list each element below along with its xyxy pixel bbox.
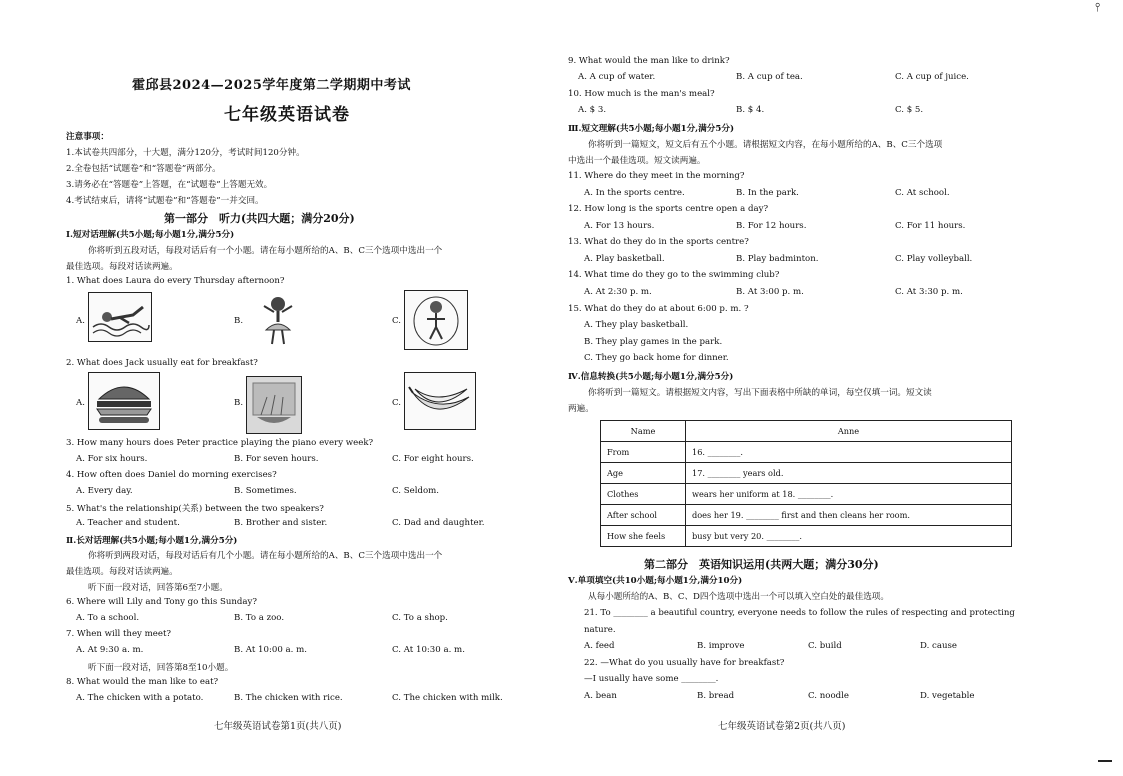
q13-option-c: C. Play volleyball. <box>895 254 973 264</box>
sec2-lead-2: 听下面一段对话，回答第8至10小题。 <box>88 663 234 673</box>
q22-option-b: B. bread <box>697 691 735 701</box>
q4-option-b: B. Sometimes. <box>234 486 297 496</box>
note-4: 4.考试结束后，请将“试题卷”和“答题卷”一并交回。 <box>66 196 264 206</box>
sec1-intro: 你将听到五段对话，每段对话后有一个小题。请在每小题所给的A、B、C三个选项中选出一个 <box>88 246 443 256</box>
noodles-photo-icon <box>246 376 302 434</box>
table-cell-label: After school <box>601 505 686 526</box>
table-row <box>601 505 1012 526</box>
q7-option-c: C. At 10:30 a. m. <box>392 645 465 655</box>
q22-stem: 22. —What do you usually have for breakfast? <box>584 658 785 668</box>
q2-option-b: B. <box>234 398 244 408</box>
sec2-intro2: 最佳选项。每段对话读两遍。 <box>66 567 178 577</box>
q14-option-b: B. At 3:00 p. m. <box>736 287 804 297</box>
q3-stem: 3. How many hours does Peter practice playing the piano every week? <box>66 438 374 448</box>
sec3-intro: 你将听到一篇短文，短文后有五个小题。请根据短文内容，在每小题所给的A、B、C三个选项 <box>588 140 943 150</box>
page-footer-left: 七年级英语试卷第1页(共八页) <box>214 721 342 732</box>
q15-option-b: B. They play games in the park. <box>584 337 723 347</box>
q5-option-c: C. Dad and daughter. <box>392 518 485 528</box>
table-cell-label: From <box>601 442 686 463</box>
q6-option-a: A. To a school. <box>76 613 140 623</box>
table-cell-value: busy but very 20. ________. <box>686 526 1012 547</box>
q12-stem: 12. How long is the sports centre open a day? <box>568 204 769 214</box>
dancing-girl-icon <box>246 292 316 348</box>
q22-option-c: C. noodle <box>808 691 849 701</box>
q10-option-c: C. $ 5. <box>895 105 924 115</box>
q8-option-c: C. The chicken with milk. <box>392 693 503 703</box>
table-cell-value: does her 19. ________ first and then cleans her room. <box>686 505 1012 526</box>
q15-option-c: C. They go back home for dinner. <box>584 353 729 363</box>
q21-stem: 21. To ________ a beautiful country, everyone needs to follow the rules of respecting and protecting <box>584 608 1015 618</box>
q2-option-a: A. <box>76 398 85 408</box>
page-footer-right: 七年级英语试卷第2页(共八页) <box>718 721 846 732</box>
sec2-heading: Ⅱ.长对话理解(共5小题;每小题1分,满分5分) <box>66 536 238 546</box>
q3-option-b: B. For seven hours. <box>234 454 319 464</box>
q1-option-a: A. <box>76 316 85 326</box>
q4-stem: 4. How often does Daniel do morning exercises? <box>66 470 277 480</box>
bananas-icon <box>404 372 476 430</box>
q13-option-b: B. Play badminton. <box>736 254 819 264</box>
q7-option-b: B. At 10:00 a. m. <box>234 645 307 655</box>
part1-heading: 第一部分 听力(共四大题；满分20分) <box>164 212 355 225</box>
table-cell-label: Clothes <box>601 484 686 505</box>
q1-option-c: C. <box>392 316 402 326</box>
sec4-intro: 你将听到一篇短文。请根据短文内容，写出下面表格中所缺的单词，每空仅填一词。短文读 <box>588 388 932 398</box>
sec2-lead-1: 听下面一段对话，回答第6至7小题。 <box>88 583 228 593</box>
q10-option-b: B. $ 4. <box>736 105 765 115</box>
q11-option-a: A. In the sports centre. <box>584 188 685 198</box>
q10-stem: 10. How much is the man's meal? <box>568 89 715 99</box>
q7-option-a: A. At 9:30 a. m. <box>76 645 144 655</box>
q8-option-a: A. The chicken with a potato. <box>76 693 204 703</box>
table-row <box>601 526 1012 547</box>
table-row <box>601 442 1012 463</box>
table-head-name: Name <box>601 421 686 442</box>
sec2-intro: 你将听到两段对话，每段对话后有几个小题。请在每小题所给的A、B、C三个选项中选出一个 <box>88 551 443 561</box>
q6-option-b: B. To a zoo. <box>234 613 285 623</box>
q11-stem: 11. Where do they meet in the morning? <box>568 171 745 181</box>
note-2: 2.全卷包括“试题卷”和“答题卷”两部分。 <box>66 164 221 174</box>
q5-option-b: B. Brother and sister. <box>234 518 328 528</box>
q21-stem-cont: nature. <box>584 625 616 635</box>
sec5-intro: 从每小题所给的A、B、C、D四个选项中选出一个可以填入空白处的最佳选项。 <box>588 592 889 602</box>
q1-stem: 1. What does Laura do every Thursday afternoon? <box>66 276 285 286</box>
q2-option-c: C. <box>392 398 402 408</box>
notes-heading: 注意事项： <box>66 132 109 142</box>
q11-option-c: C. At school. <box>895 188 950 198</box>
table-row <box>601 463 1012 484</box>
q4-option-c: C. Seldom. <box>392 486 440 496</box>
table-cell-value: 17. ________ years old. <box>686 463 1012 484</box>
table-row <box>601 484 1012 505</box>
q8-stem: 8. What would the man like to eat? <box>66 677 219 687</box>
q9-option-b: B. A cup of tea. <box>736 72 803 82</box>
q14-stem: 14. What time do they go to the swimming club? <box>568 270 780 280</box>
q21-option-a: A. feed <box>584 641 615 651</box>
q15-stem: 15. What do they do at about 6:00 p. m. ? <box>568 304 749 314</box>
q13-stem: 13. What do they do in the sports centre? <box>568 237 749 247</box>
q14-option-a: A. At 2:30 p. m. <box>584 287 652 297</box>
q4-option-a: A. Every day. <box>76 486 133 496</box>
sec3-intro2: 中选出一个最佳选项。短文读两遍。 <box>568 156 706 166</box>
q12-option-b: B. For 12 hours. <box>736 221 807 231</box>
table-cell-value: 16. ________. <box>686 442 1012 463</box>
q21-option-c: C. build <box>808 641 842 651</box>
q21-option-b: B. improve <box>697 641 745 651</box>
q2-stem: 2. What does Jack usually eat for breakfast? <box>66 358 258 368</box>
q11-option-b: B. In the park. <box>736 188 799 198</box>
q12-option-c: C. For 11 hours. <box>895 221 966 231</box>
q9-option-a: A. A cup of water. <box>578 72 656 82</box>
table-cell-label: How she feels <box>601 526 686 547</box>
q14-option-c: C. At 3:30 p. m. <box>895 287 963 297</box>
q21-option-d: D. cause <box>920 641 958 651</box>
sec1-intro2: 最佳选项。每段对话读两遍。 <box>66 262 178 272</box>
q3-option-a: A. For six hours. <box>76 454 148 464</box>
q5-option-a: A. Teacher and student. <box>76 518 180 528</box>
q15-option-a: A. They play basketball. <box>584 320 689 330</box>
info-table <box>600 420 1012 547</box>
q7-stem: 7. When will they meet? <box>66 629 172 639</box>
corner-mark: ⫯ <box>1095 0 1101 14</box>
exam-subtitle: 七年级英语试卷 <box>224 105 350 125</box>
exam-title: 霍邱县2024—2025学年度第二学期期中考试 <box>132 78 411 93</box>
q6-option-c: C. To a shop. <box>392 613 448 623</box>
q13-option-a: A. Play basketball. <box>584 254 665 264</box>
table-head-row <box>601 421 1012 442</box>
table-cell-value: wears her uniform at 18. ________. <box>686 484 1012 505</box>
sec1-heading: Ⅰ.短对话理解(共5小题;每小题1分,满分5分) <box>66 230 235 240</box>
table-cell-label: Age <box>601 463 686 484</box>
q6-stem: 6. Where will Lily and Tony go this Sunday? <box>66 597 258 607</box>
q22-option-a: A. bean <box>584 691 617 701</box>
sec4-heading: Ⅳ.信息转换(共5小题;每小题1分,满分5分) <box>568 372 734 382</box>
table-head-anne: Anne <box>686 421 1012 442</box>
q22-option-d: D. vegetable <box>920 691 975 701</box>
q12-option-a: A. For 13 hours. <box>584 221 655 231</box>
sec4-intro2: 两遍。 <box>568 404 594 414</box>
sec5-heading: Ⅴ.单项填空(共10小题;每小题1分,满分10分) <box>568 576 743 586</box>
q10-option-a: A. $ 3. <box>578 105 607 115</box>
hamburger-icon <box>88 372 160 430</box>
part2-heading: 第二部分 英语知识运用(共两大题；满分30分) <box>644 558 879 571</box>
sec3-heading: Ⅲ.短文理解(共5小题;每小题1分,满分5分) <box>568 124 735 134</box>
note-1: 1.本试卷共四部分，十大题，满分120分，考试时间120分钟。 <box>66 148 305 158</box>
swimming-icon <box>88 292 152 342</box>
q3-option-c: C. For eight hours. <box>392 454 474 464</box>
note-3: 3.请务必在“答题卷”上答题，在“试题卷”上答题无效。 <box>66 180 273 190</box>
q8-option-b: B. The chicken with rice. <box>234 693 343 703</box>
q5-stem: 5. What's the relationship(关系) between the two speakers? <box>66 504 324 514</box>
edge-mark <box>1098 760 1112 762</box>
q22-stem-cont: —I usually have some ________. <box>584 674 719 684</box>
q9-option-c: C. A cup of juice. <box>895 72 969 82</box>
q9-stem: 9. What would the man like to drink? <box>568 56 730 66</box>
q1-option-b: B. <box>234 316 244 326</box>
jump-rope-icon <box>404 290 468 350</box>
